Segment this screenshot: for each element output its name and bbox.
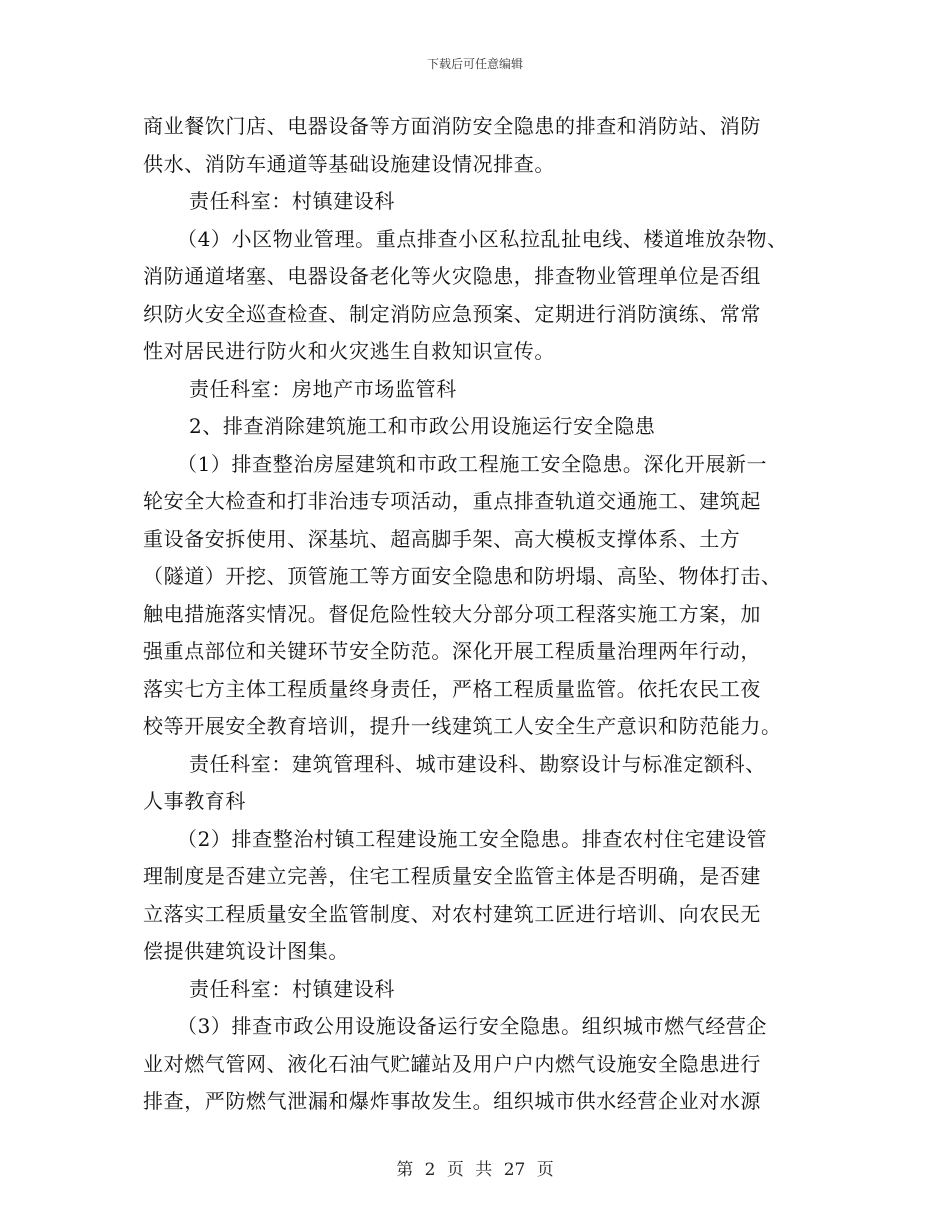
item-heading-line: （3）排查市政公用设施设备运行安全隐患。组织城市燃气经营企 [177, 1014, 768, 1038]
text-line: 落实七方主体工程质量终身责任，严格工程质量监管。依托农民工夜 [143, 676, 761, 701]
item-heading-line: （4）小区物业管理。重点排查小区私拉乱扯电线、楼道堆放杂物、 [177, 226, 788, 251]
responsible-office-line: 责任科室：建筑管理科、城市建设科、勘察设计与标准定额科、 [189, 751, 766, 776]
document-body [143, 108, 823, 1121]
text-line: 消防通道堵塞、电器设备老化等火灾隐患，排查物业管理单位是否组 [143, 264, 761, 288]
text-line: 性对居民进行防火和火灾逃生自救知识宣传。 [143, 339, 555, 363]
text-line: 偿提供建筑设计图集。 [143, 939, 349, 963]
text-line: 强重点部位和关键环节安全防范。深化开展工程质量治理两年行动， [143, 639, 761, 663]
section-heading-line: 2、排查消除建筑施工和市政公用设施运行安全隐患 [189, 414, 656, 438]
responsible-office-line: 责任科室：村镇建设科 [189, 976, 395, 1001]
text-line: 排查，严防燃气泄漏和爆炸事故发生。组织城市供水经营企业对水源 [143, 1089, 761, 1113]
text-line: 理制度是否建立完善，住宅工程质量安全监管主体是否明确，是否建 [143, 864, 761, 888]
text-line: 业对燃气管网、液化石油气贮罐站及用户户内燃气设施安全隐患进行 [143, 1051, 761, 1076]
item-heading-line: （2）排查整治村镇工程建设施工安全隐患。排查农村住宅建设管 [177, 826, 768, 851]
responsible-office-line: 责任科室：村镇建设科 [189, 189, 395, 213]
text-line: 轮安全大检查和打非治违专项活动，重点排查轨道交通施工、建筑起 [143, 489, 761, 513]
text-line: 供水、消防车通道等基础设施建设情况排查。 [143, 151, 555, 176]
item-heading-line: （1）排查整治房屋建筑和市政工程施工安全隐患。深化开展新一 [177, 451, 768, 476]
text-line: 织防火安全巡查检查、制定消防应急预案、定期进行消防演练、常常 [143, 301, 761, 326]
text-line: 立落实工程质量安全监管制度、对农村建筑工匠进行培训、向农民无 [143, 901, 761, 926]
text-line: 商业餐饮门店、电器设备等方面消防安全隐患的排查和消防站、消防 [143, 114, 761, 138]
page-header: 下载后可任意编辑 [426, 57, 523, 71]
text-line: （隧道）开挖、顶管施工等方面安全隐患和防坍塌、高坠、物体打击、 [143, 564, 782, 588]
text-line: 校等开展安全教育培训，提升一线建筑工人安全生产意识和防范能力。 [143, 714, 782, 738]
text-line: 触电措施落实情况。督促危险性较大分部分项工程落实施工方案，加 [143, 601, 761, 626]
text-line: 人事教育科 [143, 789, 246, 813]
page-footer: 第 2 页 共 27 页 [396, 1160, 554, 1180]
text-line: 重设备安拆使用、深基坑、超高脚手架、高大模板支撑体系、土方 [143, 526, 741, 551]
responsible-office-line: 责任科室：房地产市场监管科 [189, 376, 457, 401]
